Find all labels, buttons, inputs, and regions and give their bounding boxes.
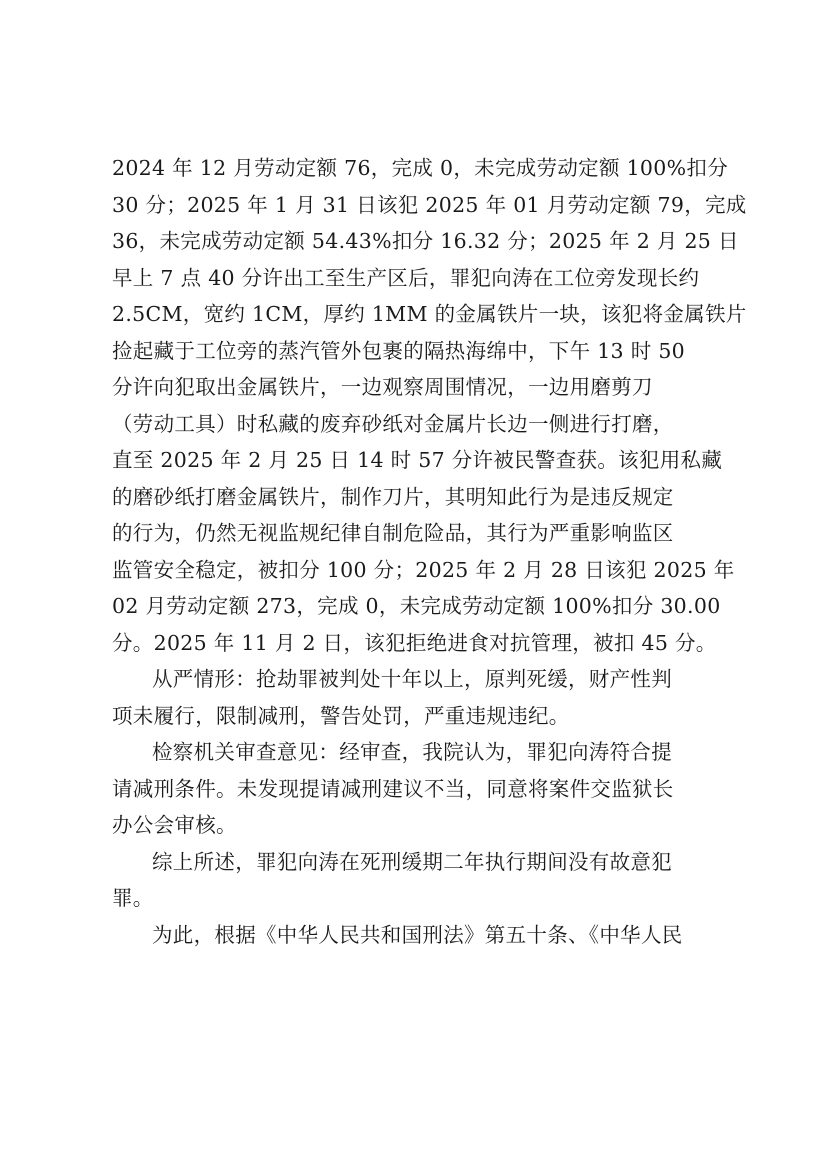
body-text <box>112 150 747 953</box>
text-line: 30 分；2025 年 1 月 31 日该犯 2025 年 01 月劳动定额 79，完成 <box>112 192 747 217</box>
text-line: 02 月劳动定额 273，完成 0，未完成劳动定额 100%扣分 30.00 <box>112 594 721 618</box>
text-line: 办公会审核。 <box>112 813 237 837</box>
paragraph-procuratorate-opinion: 检察机关审查意见：经审查，我院认为，罪犯向涛符合提 <box>152 740 672 764</box>
text-line: 项未履行，限制减刑，警告处罚，严重违规违纪。 <box>112 703 570 728</box>
text-line: 的行为，仍然无视监规纪律自制危险品，其行为严重影响监区 <box>112 521 674 545</box>
paragraph-legal-basis: 为此，根据《中华人民共和国刑法》第五十条、《中华人民 <box>152 922 683 947</box>
text-line: 的磨砂纸打磨金属铁片，制作刀片，其明知此行为是违反规定 <box>112 484 674 509</box>
text-line: 请减刑条件。未发现提请减刑建议不当，同意将案件交监狱长 <box>112 776 674 801</box>
text-line: 36，未完成劳动定额 54.43%扣分 16.32 分；2025 年 2 月 25 日 <box>112 229 739 253</box>
text-line: 罪。 <box>112 886 154 910</box>
text-line: 早上 7 点 40 分许出工至生产区后，罪犯向涛在工位旁发现长约 <box>112 265 700 290</box>
text-line: 分。2025 年 11 月 2 日，该犯拒绝进食对抗管理，被扣 45 分。 <box>112 630 717 655</box>
paragraph-strict-circumstances: 从严情形：抢劫罪被判处十年以上，原判死缓，财产性判 <box>152 667 672 691</box>
text-line: 2024 年 12 月劳动定额 76，完成 0，未完成劳动定额 100%扣分 <box>112 156 728 180</box>
text-line: 监管安全稳定，被扣分 100 分；2025 年 2 月 28 日该犯 2025 年 <box>112 557 735 582</box>
text-line: 直至 2025 年 2 月 25 日 14 时 57 分许被民警查获。该犯用私藏 <box>112 448 723 472</box>
paragraph-summary: 综上所述，罪犯向涛在死刑缓期二年执行期间没有故意犯 <box>152 849 672 874</box>
text-line: 2.5CM，宽约 1CM，厚约 1MM 的金属铁片一块，该犯将金属铁片 <box>112 302 747 326</box>
text-line: 分许向犯取出金属铁片，一边观察周围情况，一边用磨剪刀 <box>112 375 653 399</box>
text-line: 捡起藏于工位旁的蒸汽管外包裹的隔热海绵中，下午 13 时 50 <box>112 338 686 363</box>
text-line: （劳动工具）时私藏的废弃砂纸对金属片长边一侧进行打磨， <box>112 411 674 436</box>
